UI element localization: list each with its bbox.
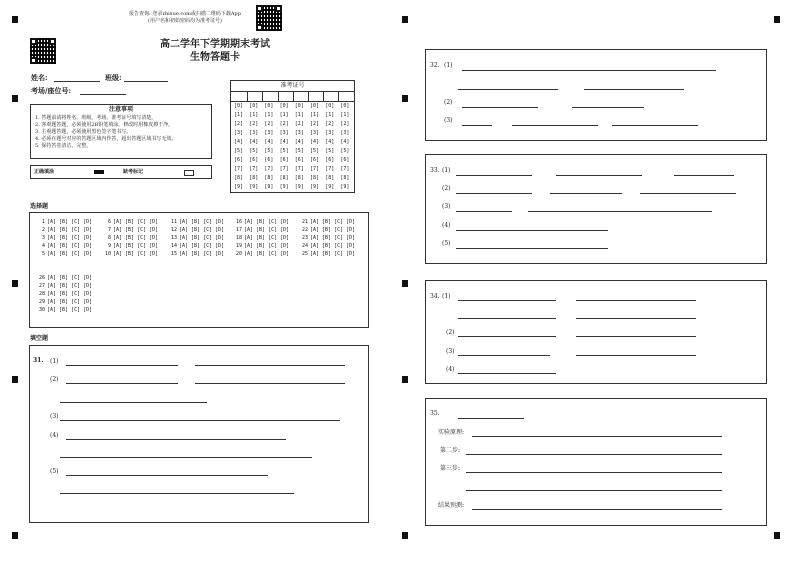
alignment-mark xyxy=(402,532,408,539)
q33-part3-label: (3) xyxy=(442,203,451,210)
q33-part1-label: (1) xyxy=(442,167,451,174)
question-34-number: 34. xyxy=(430,293,440,300)
q34-answer-line[interactable] xyxy=(576,300,696,301)
choice-options[interactable]: [A] [B] [C] [D] xyxy=(47,219,93,225)
exam-id-digit-bubble[interactable]: [4] xyxy=(294,139,304,145)
q34-part4-label: (4) xyxy=(446,366,455,373)
notes-item: 4. 必须在题号对应的答题区域内作答，超出答题区域书写无效。 xyxy=(35,136,177,142)
choice-question-row[interactable] xyxy=(233,243,289,249)
choice-options[interactable]: [A] [B] [C] [D] xyxy=(47,283,93,289)
page-title-line2: 生物答题卡 xyxy=(190,52,240,63)
q31-part4-label: (4) xyxy=(50,432,59,439)
question-32-number: 32. xyxy=(430,62,440,69)
exam-id-digit-bubble[interactable]: [2] xyxy=(294,121,304,127)
choice-question-number: 12 xyxy=(170,227,177,233)
q32-answer-line[interactable] xyxy=(584,89,684,90)
exam-id-digit-bubble[interactable]: [5] xyxy=(310,148,320,154)
choice-options[interactable]: [A] [B] [C] [D] xyxy=(47,275,93,281)
exam-id-digit-bubble[interactable]: [9] xyxy=(294,184,304,190)
choice-question-number: 27 xyxy=(38,283,45,289)
choice-question-row[interactable] xyxy=(102,235,158,241)
choice-question-row[interactable] xyxy=(36,235,92,241)
choice-options[interactable]: [A] [B] [C] [D] xyxy=(310,219,356,225)
q34-answer-line[interactable] xyxy=(458,355,550,356)
exam-id-digit-bubble[interactable]: [1] xyxy=(279,112,289,118)
exam-id-digit-bubble[interactable]: [3] xyxy=(234,130,244,136)
alignment-mark xyxy=(402,16,408,23)
q32-part3-label: (3) xyxy=(444,117,453,124)
exam-id-grid xyxy=(230,80,355,193)
q33-part2-label: (2) xyxy=(442,185,451,192)
alignment-mark xyxy=(12,532,18,539)
qr-code-icon xyxy=(30,38,56,64)
choice-question-number: 4 xyxy=(41,243,45,249)
exam-id-digit-bubble[interactable]: [4] xyxy=(279,139,289,145)
q34-answer-line[interactable] xyxy=(576,336,696,337)
exam-id-digit-bubble[interactable]: [5] xyxy=(234,148,244,154)
q31-answer-line[interactable] xyxy=(195,383,345,384)
choice-options[interactable]: [A] [B] [C] [D] xyxy=(47,251,93,257)
exam-id-digit-bubble[interactable]: [4] xyxy=(310,139,320,145)
notes-box xyxy=(30,104,212,159)
q33-answer-line[interactable] xyxy=(456,248,608,249)
exam-id-digit-bubble[interactable]: [5] xyxy=(249,148,259,154)
exam-id-digit-bubble[interactable]: [8] xyxy=(234,175,244,181)
choice-options[interactable]: [A] [B] [C] [D] xyxy=(113,235,159,241)
exam-id-digit-bubble[interactable]: [9] xyxy=(249,184,259,190)
question-33-number: 33. xyxy=(430,167,440,174)
choice-options[interactable]: [A] [B] [C] [D] xyxy=(47,243,93,249)
choice-options[interactable]: [A] [B] [C] [D] xyxy=(179,243,225,249)
choice-options[interactable]: [A] [B] [C] [D] xyxy=(244,235,290,241)
alignment-mark xyxy=(774,532,780,539)
correct-fill-sample xyxy=(94,170,104,174)
alignment-mark xyxy=(12,16,18,23)
choice-question-row[interactable] xyxy=(168,219,224,225)
choice-options[interactable]: [A] [B] [C] [D] xyxy=(47,291,93,297)
exam-id-digit-bubble[interactable]: [8] xyxy=(325,175,335,181)
q35-answer-line[interactable] xyxy=(472,509,722,510)
missing-mark-label: 缺考标记 xyxy=(123,169,144,175)
q34-part3-label: (3) xyxy=(446,348,455,355)
exam-id-digit-bubble[interactable]: [4] xyxy=(325,139,335,145)
exam-id-digit-bubble[interactable]: [2] xyxy=(325,121,335,127)
exam-id-digit-bubble[interactable]: [2] xyxy=(264,121,274,127)
page-title xyxy=(140,38,290,64)
choice-question-number: 2 xyxy=(41,227,45,233)
choice-question-number: 23 xyxy=(301,235,308,241)
q31-answer-line[interactable] xyxy=(66,475,268,476)
q32-answer-line[interactable] xyxy=(512,125,598,126)
choice-question-number: 17 xyxy=(235,227,242,233)
notes-item: 2. 客观题答题，必须使用2B铅笔填涂，修改时用橡皮擦干净。 xyxy=(35,122,174,128)
choice-question-row[interactable] xyxy=(299,243,355,249)
choice-options[interactable]: [A] [B] [C] [D] xyxy=(47,299,93,305)
q33-answer-line[interactable] xyxy=(674,175,734,176)
exam-id-digit-bubble[interactable]: [0] xyxy=(294,103,304,109)
q33-answer-line[interactable] xyxy=(550,193,622,194)
name-label: 姓名: xyxy=(31,73,48,82)
exam-id-digit-bubble[interactable]: [5] xyxy=(294,148,304,154)
exam-id-digit-bubble[interactable]: [5] xyxy=(325,148,335,154)
class-label: 班级: xyxy=(105,73,122,82)
choice-question-number: 22 xyxy=(301,227,308,233)
question-31-box xyxy=(29,345,369,523)
choice-options[interactable]: [A] [B] [C] [D] xyxy=(244,219,290,225)
exam-id-digit-bubble[interactable]: [2] xyxy=(340,121,350,127)
exam-id-digit-bubble[interactable]: [8] xyxy=(310,175,320,181)
choice-question-number: 25 xyxy=(301,251,308,257)
exam-id-digit-bubble[interactable]: [4] xyxy=(340,139,350,145)
exam-id-digit-bubble[interactable]: [1] xyxy=(264,112,274,118)
exam-id-digit-bubble[interactable]: [0] xyxy=(234,103,244,109)
choice-question-row[interactable] xyxy=(299,219,355,225)
exam-id-digit-bubble[interactable]: [3] xyxy=(340,130,350,136)
choice-question-number: 11 xyxy=(170,219,177,225)
exam-id-digit-bubble[interactable]: [8] xyxy=(264,175,274,181)
choice-question-number: 16 xyxy=(235,219,242,225)
q34-answer-line[interactable] xyxy=(576,355,696,356)
choice-options[interactable]: [A] [B] [C] [D] xyxy=(310,235,356,241)
choice-question-number: 13 xyxy=(170,235,177,241)
choice-question-row[interactable] xyxy=(36,299,92,305)
exam-id-digit-bubble[interactable]: [9] xyxy=(310,184,320,190)
q35-answer-line[interactable] xyxy=(466,472,722,473)
choice-question-row[interactable] xyxy=(233,227,289,233)
exam-id-digit-bubble[interactable]: [9] xyxy=(279,184,289,190)
exam-id-digit-bubble[interactable]: [8] xyxy=(294,175,304,181)
exam-id-digit-bubble[interactable]: [1] xyxy=(325,112,335,118)
choice-question-row[interactable] xyxy=(36,307,92,313)
exam-id-digit-bubble[interactable]: [4] xyxy=(249,139,259,145)
q33-answer-line[interactable] xyxy=(640,193,736,194)
choice-question-number: 6 xyxy=(107,219,111,225)
q33-answer-line[interactable] xyxy=(456,230,608,231)
choice-question-row[interactable] xyxy=(168,235,224,241)
q32-answer-line[interactable] xyxy=(462,125,492,126)
exam-id-digit-bubble[interactable]: [3] xyxy=(294,130,304,136)
report-notice xyxy=(115,11,255,25)
exam-id-digit-bubble[interactable]: [6] xyxy=(310,157,320,163)
q31-part5-label: (5) xyxy=(50,468,59,475)
exam-id-digit-bubble[interactable]: [6] xyxy=(279,157,289,163)
exam-id-digit-bubble[interactable]: [9] xyxy=(340,184,350,190)
choice-options[interactable]: [A] [B] [C] [D] xyxy=(113,243,159,249)
exam-id-digit-bubble[interactable]: [0] xyxy=(279,103,289,109)
choice-question-number: 18 xyxy=(235,235,242,241)
exam-id-digit-bubble[interactable]: [5] xyxy=(279,148,289,154)
exam-id-title: 准考证号 xyxy=(280,82,305,89)
q35-result-label: 结果预测: xyxy=(438,502,465,509)
q34-answer-line[interactable] xyxy=(458,318,556,319)
q32-answer-line[interactable] xyxy=(572,107,644,108)
q32-answer-line[interactable] xyxy=(462,107,538,108)
exam-id-digit-bubble[interactable]: [1] xyxy=(249,112,259,118)
exam-id-digit-bubble[interactable]: [3] xyxy=(325,130,335,136)
choice-question-row[interactable] xyxy=(168,227,224,233)
choice-question-row[interactable] xyxy=(36,243,92,249)
exam-id-digit-bubble[interactable]: [3] xyxy=(310,130,320,136)
choice-options[interactable]: [A] [B] [C] [D] xyxy=(179,219,225,225)
exam-id-digit-bubble[interactable]: [6] xyxy=(340,157,350,163)
q32-answer-line[interactable] xyxy=(612,125,698,126)
q35-answer-line[interactable] xyxy=(458,418,524,419)
choice-options[interactable]: [A] [B] [C] [D] xyxy=(47,227,93,233)
exam-id-digit-bubble[interactable]: [0] xyxy=(249,103,259,109)
choice-question-number: 19 xyxy=(235,243,242,249)
notes-item: 3. 主观题答题，必须使用黑色签字笔书写。 xyxy=(35,129,132,135)
q31-part1-label: (1) xyxy=(50,358,59,365)
exam-id-digit-bubble[interactable]: [3] xyxy=(279,130,289,136)
exam-id-digit-bubble[interactable]: [7] xyxy=(249,166,259,172)
question-33-box xyxy=(425,154,767,264)
exam-id-digit-bubble[interactable]: [7] xyxy=(279,166,289,172)
choice-question-row[interactable] xyxy=(233,235,289,241)
choice-question-number: 9 xyxy=(107,243,111,249)
exam-id-digit-bubble[interactable]: [5] xyxy=(264,148,274,154)
question-35-number: 35. xyxy=(430,410,440,417)
choice-question-number: 15 xyxy=(170,251,177,257)
exam-id-digit-bubble[interactable]: [2] xyxy=(249,121,259,127)
fill-example-box xyxy=(30,165,212,179)
exam-id-digit-bubble[interactable]: [7] xyxy=(294,166,304,172)
exam-id-digit-bubble[interactable]: [4] xyxy=(234,139,244,145)
exam-id-digit-bubble[interactable]: [6] xyxy=(325,157,335,163)
choice-question-row[interactable] xyxy=(102,251,158,257)
q32-answer-line[interactable] xyxy=(462,70,716,71)
alignment-mark xyxy=(402,376,408,383)
exam-id-digit-bubble[interactable]: [0] xyxy=(264,103,274,109)
choice-question-number: 3 xyxy=(41,235,45,241)
q35-answer-line[interactable] xyxy=(472,436,722,437)
choice-question-row[interactable] xyxy=(168,243,224,249)
choice-question-row[interactable] xyxy=(36,251,92,257)
choice-question-row[interactable] xyxy=(168,251,224,257)
report-notice-line1: 报告查询: 登录zhixue.com或扫描二维码下载App xyxy=(129,11,241,17)
q31-answer-line[interactable] xyxy=(60,457,312,458)
exam-id-digit-bubble[interactable]: [1] xyxy=(340,112,350,118)
correct-fill-label: 正确填涂 xyxy=(34,169,55,175)
choice-question-number: 7 xyxy=(107,227,111,233)
q31-answer-line[interactable] xyxy=(60,420,340,421)
choice-question-number: 30 xyxy=(38,307,45,313)
q33-answer-line[interactable] xyxy=(456,175,532,176)
q34-answer-line[interactable] xyxy=(458,373,556,374)
choice-options[interactable]: [A] [B] [C] [D] xyxy=(244,227,290,233)
choice-question-row[interactable] xyxy=(102,219,158,225)
exam-id-digit-bubble[interactable]: [6] xyxy=(264,157,274,163)
q31-answer-line[interactable] xyxy=(66,439,286,440)
choice-options[interactable]: [A] [B] [C] [D] xyxy=(113,227,159,233)
q31-answer-line[interactable] xyxy=(66,365,178,366)
choice-question-number: 20 xyxy=(235,251,242,257)
q33-answer-line[interactable] xyxy=(456,211,512,212)
exam-id-digit-bubble[interactable]: [7] xyxy=(340,166,350,172)
q31-part2-label: (2) xyxy=(50,376,59,383)
q35-step3-label: 第三步: xyxy=(440,465,461,472)
qr-code-icon xyxy=(256,5,282,31)
choice-options[interactable]: [A] [B] [C] [D] xyxy=(179,251,225,257)
exam-id-digit-bubble[interactable]: [8] xyxy=(340,175,350,181)
q34-part2-label: (2) xyxy=(446,329,455,336)
choice-question-row[interactable] xyxy=(36,219,92,225)
name-field[interactable] xyxy=(54,81,100,82)
exam-id-digit-bubble[interactable]: [1] xyxy=(294,112,304,118)
seat-label: 考场/座位号: xyxy=(31,86,72,95)
exam-id-digit-bubble[interactable]: [6] xyxy=(294,157,304,163)
exam-id-digit-bubble[interactable]: [8] xyxy=(249,175,259,181)
choice-question-number: 24 xyxy=(301,243,308,249)
q32-part2-label: (2) xyxy=(444,99,453,106)
q32-answer-line[interactable] xyxy=(458,89,558,90)
q34-answer-line[interactable] xyxy=(576,318,696,319)
exam-id-digit-bubble[interactable]: [0] xyxy=(310,103,320,109)
choice-question-row[interactable] xyxy=(102,243,158,249)
choice-question-row[interactable] xyxy=(299,251,355,257)
exam-id-digit-bubble[interactable]: [9] xyxy=(264,184,274,190)
choice-question-number: 5 xyxy=(41,251,45,257)
choice-options[interactable]: [A] [B] [C] [D] xyxy=(113,251,159,257)
fill-section-title: 填空题 xyxy=(30,335,49,342)
exam-id-digit-bubble[interactable]: [5] xyxy=(340,148,350,154)
exam-id-digit-bubble[interactable]: [2] xyxy=(234,121,244,127)
choice-question-row[interactable] xyxy=(299,235,355,241)
exam-id-digit-bubble[interactable]: [3] xyxy=(264,130,274,136)
q34-answer-line[interactable] xyxy=(458,336,556,337)
exam-id-digit-bubble[interactable]: [7] xyxy=(264,166,274,172)
q35-answer-line[interactable] xyxy=(466,454,722,455)
exam-id-digit-bubble[interactable]: [4] xyxy=(264,139,274,145)
question-32-box xyxy=(425,49,767,141)
exam-id-digit-bubble[interactable]: [8] xyxy=(279,175,289,181)
q35-principle-label: 实验原理: xyxy=(438,429,465,436)
choice-options[interactable]: [A] [B] [C] [D] xyxy=(47,307,93,313)
question-31-number: 31. xyxy=(33,357,44,364)
q33-answer-line[interactable] xyxy=(556,175,642,176)
choice-question-row[interactable] xyxy=(233,251,289,257)
choice-question-number: 21 xyxy=(301,219,308,225)
exam-id-digit-bubble[interactable]: [2] xyxy=(310,121,320,127)
exam-id-digit-bubble[interactable]: [1] xyxy=(310,112,320,118)
exam-id-digit-bubble[interactable]: [1] xyxy=(234,112,244,118)
exam-id-digit-bubble[interactable]: [9] xyxy=(234,184,244,190)
exam-id-digit-bubble[interactable]: [0] xyxy=(340,103,350,109)
missing-mark-checkbox[interactable] xyxy=(184,170,194,176)
choice-options[interactable]: [A] [B] [C] [D] xyxy=(310,251,356,257)
alignment-mark xyxy=(12,376,18,383)
choice-question-number: 14 xyxy=(170,243,177,249)
choice-question-number: 29 xyxy=(38,299,45,305)
alignment-mark xyxy=(12,95,18,102)
page-title-line1: 高二学年下学期期末考试 xyxy=(160,39,270,50)
notes-item: 1. 答题前请将姓名、班级、考场、准考证号填写清楚。 xyxy=(35,115,157,121)
seat-field[interactable] xyxy=(80,94,126,95)
alignment-mark xyxy=(402,95,408,102)
exam-id-digit-bubble[interactable]: [3] xyxy=(249,130,259,136)
choice-options[interactable]: [A] [B] [C] [D] xyxy=(179,227,225,233)
choice-question-number: 1 xyxy=(41,219,45,225)
exam-id-digit-bubble[interactable]: [0] xyxy=(325,103,335,109)
q32-part1-label: (1) xyxy=(444,62,453,69)
q31-answer-line[interactable] xyxy=(66,383,178,384)
q33-answer-line[interactable] xyxy=(528,211,712,212)
question-35-box xyxy=(425,398,767,526)
exam-id-digit-bubble[interactable]: [9] xyxy=(325,184,335,190)
exam-id-digit-bubble[interactable]: [6] xyxy=(249,157,259,163)
choice-question-row[interactable] xyxy=(36,275,92,281)
q34-answer-line[interactable] xyxy=(458,300,556,301)
exam-id-digit-bubble[interactable]: [7] xyxy=(310,166,320,172)
q31-part3-label: (3) xyxy=(50,413,59,420)
choice-options[interactable]: [A] [B] [C] [D] xyxy=(310,227,356,233)
choice-question-row[interactable] xyxy=(299,227,355,233)
q35-step2-label: 第二步: xyxy=(440,447,461,454)
choice-box xyxy=(29,212,369,328)
q31-answer-line[interactable] xyxy=(195,365,345,366)
q31-answer-line[interactable] xyxy=(60,402,207,403)
exam-id-digit-bubble[interactable]: [7] xyxy=(325,166,335,172)
choice-question-row[interactable] xyxy=(36,291,92,297)
exam-id-digit-bubble[interactable]: [2] xyxy=(279,121,289,127)
exam-id-digit-bubble[interactable]: [7] xyxy=(234,166,244,172)
choice-question-row[interactable] xyxy=(102,227,158,233)
notes-title: 注意事项 xyxy=(108,106,133,113)
choice-question-number: 10 xyxy=(104,251,111,257)
q33-answer-line[interactable] xyxy=(456,193,532,194)
question-34-box xyxy=(425,280,767,384)
choice-question-row[interactable] xyxy=(233,219,289,225)
alignment-mark xyxy=(774,16,780,23)
exam-id-digit-bubble[interactable]: [6] xyxy=(234,157,244,163)
choice-options[interactable]: [A] [B] [C] [D] xyxy=(310,243,356,249)
q35-answer-line[interactable] xyxy=(466,490,722,491)
choice-options[interactable]: [A] [B] [C] [D] xyxy=(47,235,93,241)
notes-list xyxy=(35,115,176,150)
choice-options[interactable]: [A] [B] [C] [D] xyxy=(179,235,225,241)
choice-options[interactable]: [A] [B] [C] [D] xyxy=(244,251,290,257)
alignment-mark xyxy=(12,280,18,287)
choice-question-row[interactable] xyxy=(36,227,92,233)
choice-options[interactable]: [A] [B] [C] [D] xyxy=(113,219,159,225)
choice-question-number: 28 xyxy=(38,291,45,297)
report-notice-line2: (用户名和初始密码均为准考证号) xyxy=(148,18,222,24)
alignment-mark xyxy=(402,280,408,287)
q33-part5-label: (5) xyxy=(442,240,451,247)
q34-part1-label: (1) xyxy=(442,293,451,300)
choice-options[interactable]: [A] [B] [C] [D] xyxy=(244,243,290,249)
choice-question-number: 26 xyxy=(38,275,45,281)
choice-question-row[interactable] xyxy=(36,283,92,289)
choice-question-number: 8 xyxy=(107,235,111,241)
notes-item: 5. 保持答卷清洁、完整。 xyxy=(35,143,92,149)
q33-part4-label: (4) xyxy=(442,222,451,229)
choice-section-title: 选择题 xyxy=(30,203,49,210)
q31-answer-line[interactable] xyxy=(60,493,294,494)
class-field[interactable] xyxy=(124,81,168,82)
